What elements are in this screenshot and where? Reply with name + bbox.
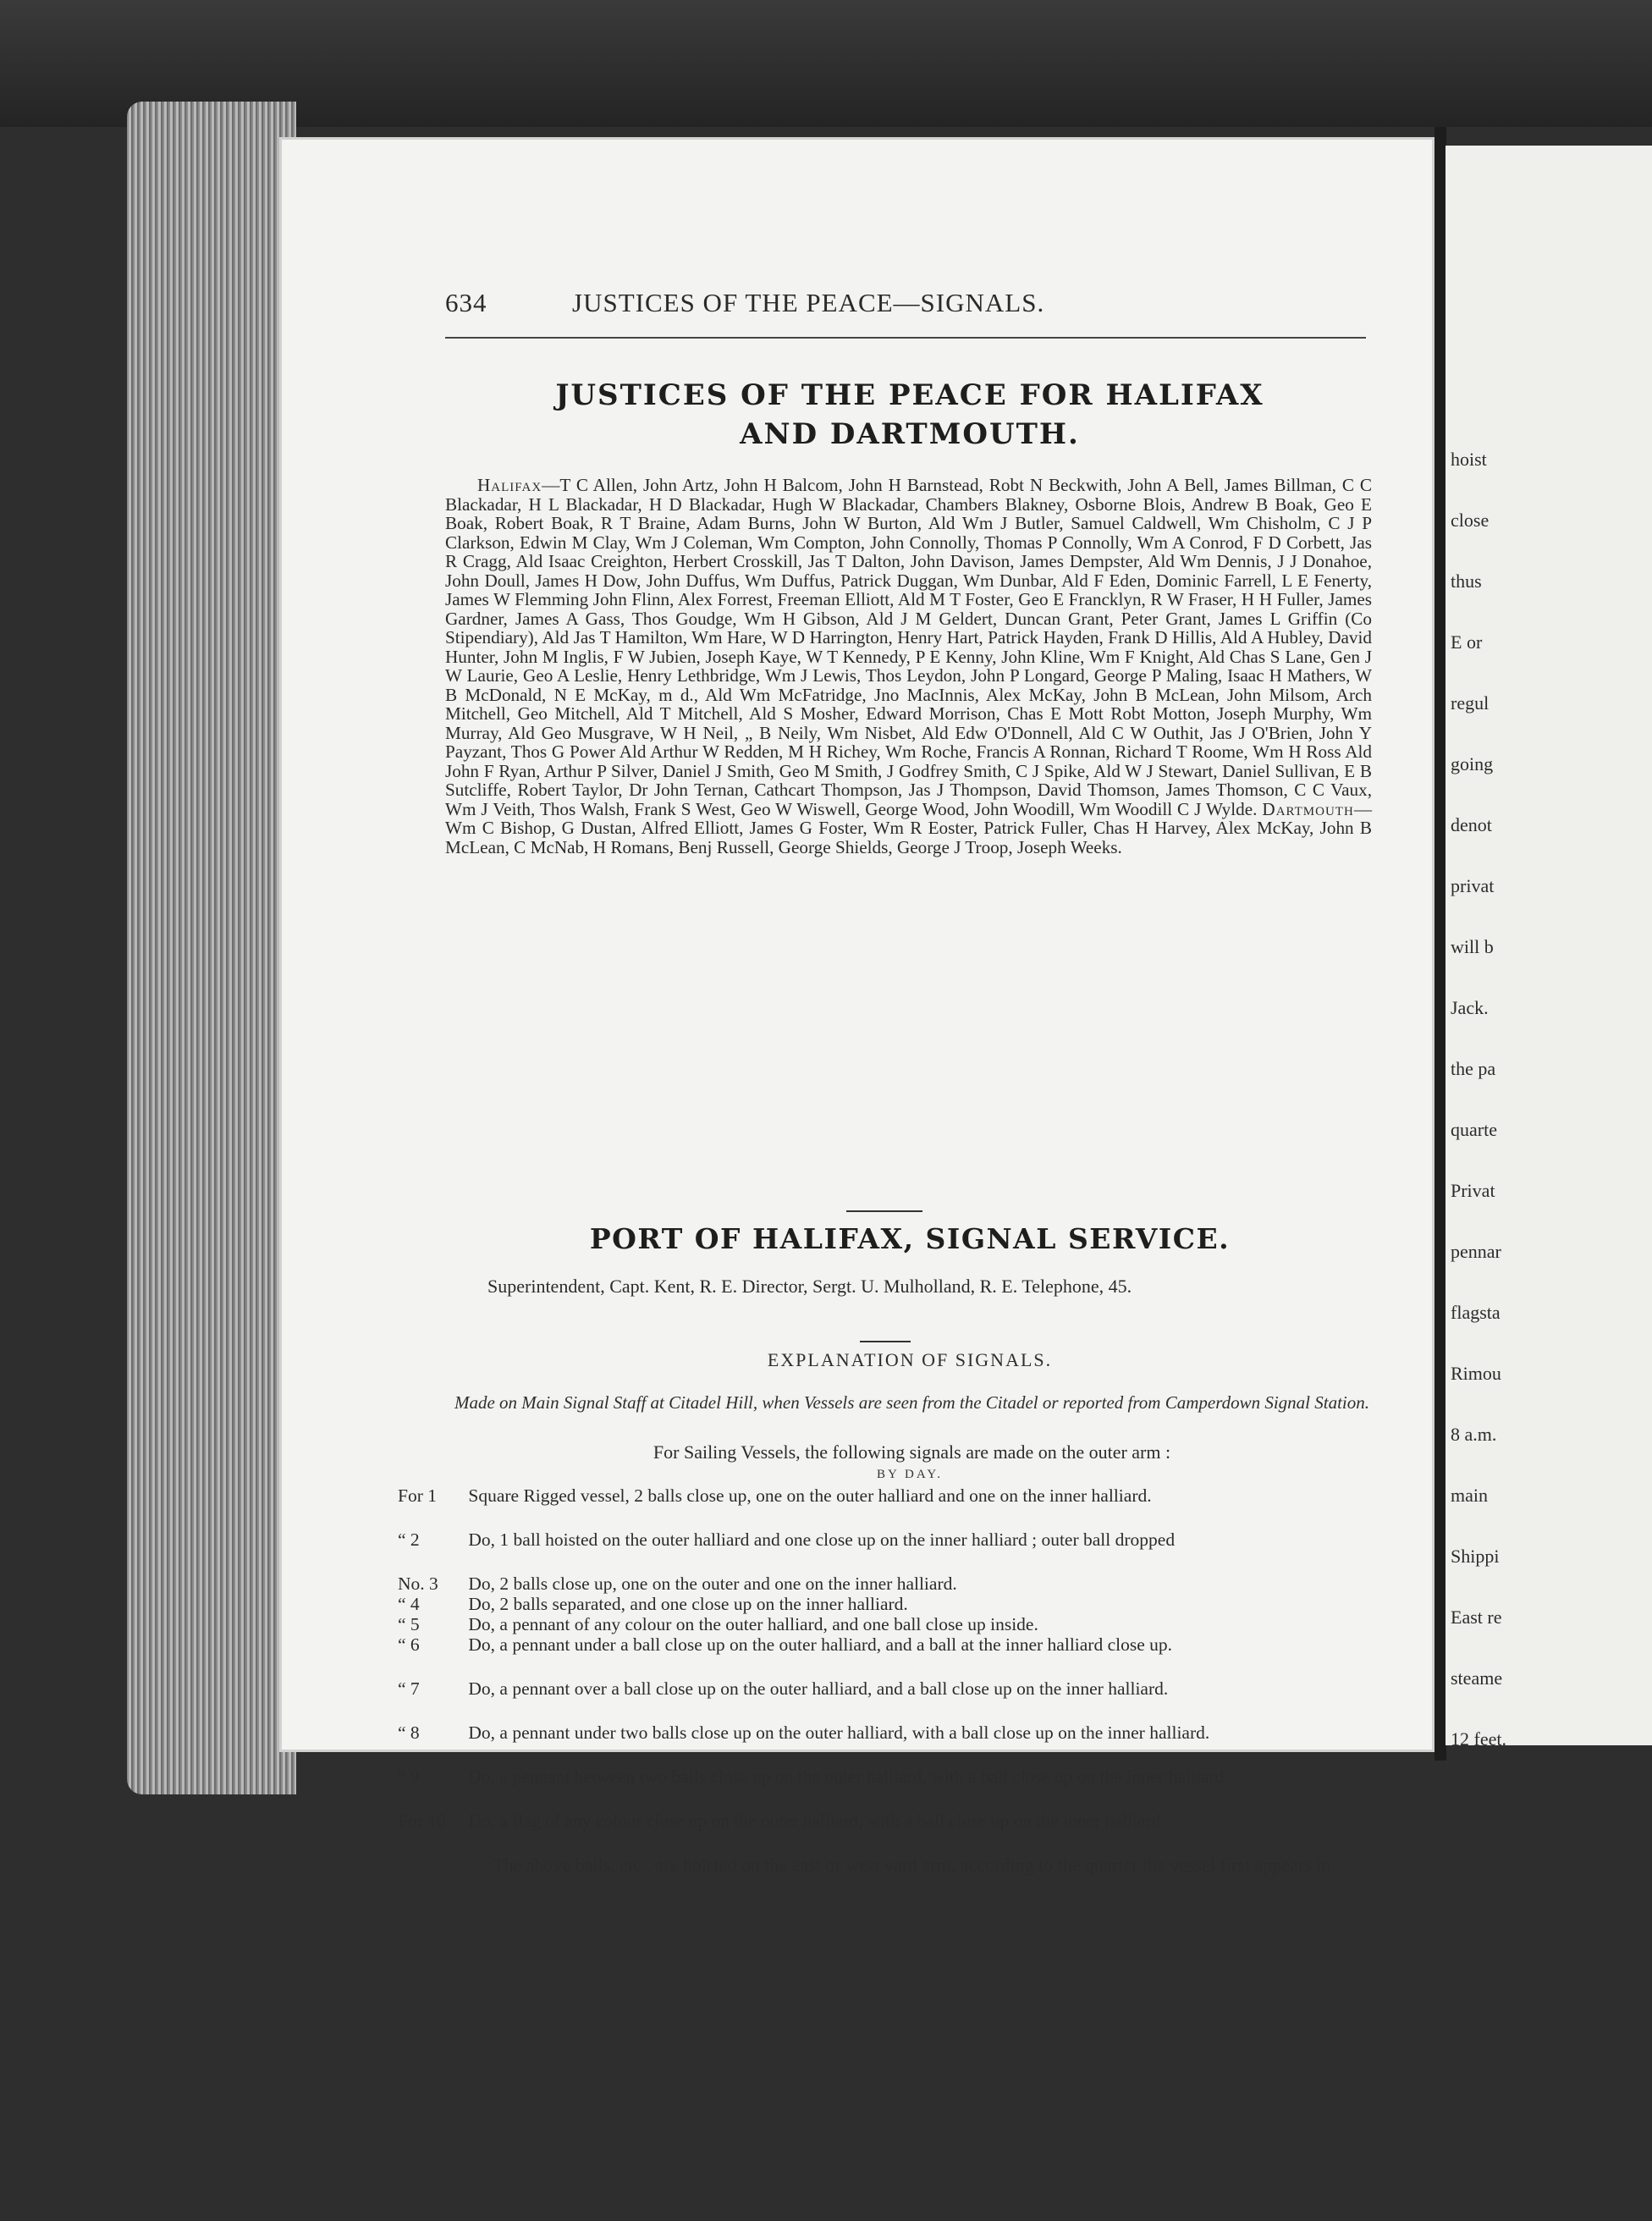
justices-heading-line2: AND DARTMOUTH.	[740, 417, 1080, 451]
facing-page-fragment: denot	[1451, 814, 1492, 835]
signal-entry: “ 8 Do, a pennant under two balls close up on the outer halliard, with a ball close up on the inner halliard.	[398, 1722, 1210, 1743]
facing-page-fragment: East re	[1451, 1607, 1502, 1628]
facing-page-fragment: main	[1451, 1485, 1488, 1506]
signal-entry: “ 6 Do, a pennant under a ball close up on the outer halliard, and a ball at the inner halliard close up.	[398, 1634, 1173, 1655]
facing-page-fragment: Jack.	[1451, 997, 1489, 1018]
facing-page-fragment: the pa	[1451, 1058, 1496, 1079]
dartmouth-label: Dartmouth	[1262, 798, 1354, 819]
halifax-names: —T C Allen, John Artz, John H Balcom, John H Barnstead, Robt N Beckwith, John A Bell, James Billman, C C Blackadar, H L Blackadar, H D Blackadar, Hugh W Blackadar, Chambers Blakney, Osborne Blois, Andrew B Boak, Geo E Boak, Robert Boak, R T Braine, Adam Burns, John W Burton, Ald Wm J Butler, Samuel Caldwell, Wm Chisholm, C J P Clarkson, Edwin M Clay, Wm J Coleman, Wm Compton, John Connolly, Thomas P Connolly, Wm A Conrod, F D Corbett, Jas R Cragg, Ald Isaac Creighton, Herbert Crosskill, Jas T Dalton, John Davison, James Dempster, Ald Wm Dennis, J J Donahoe, John Doull, James H Dow, John Duffus, Wm Duffus, Patrick Duggan, Wm Dunbar, Ald F Eden, Dominic Farrell, L E Fenerty, James W Flemming John Flinn, Alex Forrest, Freeman Elliott, Ald M T Foster, Geo E Francklyn, R W Fraser, H H Fuller, James Gardner, James A Gass, Thos Goudge, Wm H Gibson, Ald J M Geldert, Duncan Grant, Peter Grant, James L Griffin (Co Stipendiary), Ald Jas T Hamilton, Wm Hare, W D Harrington, Henry Hart, Patrick Hayden, Frank D Hillis, Ald A Hubley, David Hunter, John M Inglis, F W Jubien, Joseph Kaye, W T Kennedy, P E Kenny, John Kline, Wm F Knight, Ald Chas S Lane, Gen J W Laurie, Geo A Leslie, Henry Lethbridge, Wm J Lewis, Thos Leydon, John P Longard, George P Maling, Isaac H Mathers, W B McDonald, N E McKay, m d., Ald Wm McFatridge, Jno MacInnis, Alex McKay, John B McLean, John Milsom, Arch Mitchell, Geo Mitchell, Ald T Mitchell, Ald S Mosher, Edward Morrison, Chas E Mott Robt Motton, Joseph Murphy, Wm Murray, Ald Geo Musgrave, W H Neil, „ B Neily, Wm Nisbet, Ald Edw O'Donnell, Ald C W Outhit, Jas J O'Brien, John Y Payzant, Thos G Power Ald Arthur W Redden, M H Richey, Wm Roche, Francis A Ronnan, Richard T Roome, Wm H Ross Ald John F Ryan, Arthur P Silver, Daniel J Smith, Geo M Smith, J Godfrey Smith, C J Spike, Ald W J Stewart, Daniel Sullivan, E B Sutcliffe, Robert Taylor, Dr John Ternan, Cathcart Thompson, Jas J Thompson, David Thomson, James Thomson, C C Vaux, Wm J Veith, Thos Walsh, Frank S West, Geo W Wiswell, George Wood, John Woodill, Wm Woodill C J Wylde.	[445, 475, 1372, 819]
running-head-title: JUSTICES OF THE PEACE—SIGNALS.	[572, 288, 1045, 317]
facing-page-fragment: 8 a.m.	[1451, 1424, 1497, 1445]
halifax-label: Halifax	[477, 475, 542, 495]
signal-entry: “ 9 Do, a pennant between two balls close up on the outer halliard, with a ball close up on the inner halliard.	[398, 1766, 1229, 1787]
explanation-heading: EXPLANATION OF SIGNALS.	[767, 1349, 1053, 1370]
facing-page-fragment: thus	[1451, 570, 1482, 592]
facing-page-fragment: flagsta	[1451, 1302, 1501, 1323]
facing-page	[1446, 146, 1652, 1745]
facing-page-fragment: E or	[1451, 631, 1483, 653]
signal-text: Do, a pennant between two balls close up on the outer halliard, with a ball close up on the inner halliard.	[468, 1766, 1229, 1787]
signal-service-heading: PORT OF HALIFAX, SIGNAL SERVICE.	[589, 1222, 1231, 1255]
signal-entry: For 1 Square Rigged vessel, 2 balls close up, one on the outer halliard and one on the inner halliard.	[398, 1485, 1152, 1506]
signal-entry: “ 2 Do, 1 ball hoisted on the outer halliard and one close up on the inner halliard ; outer ball dropped	[398, 1529, 1176, 1550]
signal-entry: “ 7 Do, a pennant over a ball close up on the outer halliard, and a ball close up on the inner halliard.	[398, 1678, 1169, 1699]
section-divider	[846, 1210, 922, 1212]
running-header	[445, 288, 1368, 318]
facing-page-fragment: steame	[1451, 1667, 1503, 1689]
signal-entry: “ 5 Do, a pennant of any colour on the outer halliard, and one ball close up inside.	[398, 1614, 1038, 1634]
justices-heading	[389, 376, 1430, 454]
facing-page-fragment: close	[1451, 510, 1490, 531]
facing-page-fragment: quarte	[1451, 1119, 1497, 1140]
italic-note: Made on Main Signal Staff at Citadel Hill, when Vessels are seen from the Citadel or reported from Camperdown Signal Station.	[454, 1392, 1370, 1413]
facing-page-fragment: hoist	[1451, 449, 1487, 470]
facing-page-fragment: will b	[1451, 936, 1494, 957]
page-number: 634	[445, 288, 487, 317]
facing-page-fragment: 12 feet.	[1451, 1728, 1506, 1745]
signal-text: Do, a pennant under a ball close up on the outer halliard, and a ball at the inner halliard close up.	[468, 1634, 1173, 1655]
signal-entry: “ 4 Do, 2 balls separated, and one close up on the inner halliard.	[398, 1594, 908, 1614]
signal-text: Do, 2 balls close up, one on the outer and one on the inner halliard.	[468, 1573, 957, 1594]
facing-page-fragment: Rimou	[1451, 1363, 1501, 1384]
signal-text: Do, a pennant over a ball close up on the outer halliard, and a ball close up on the inner halliard.	[468, 1678, 1169, 1699]
signal-text: Do, a pennant under two balls close up on the outer halliard, with a ball close up on the inner halliard.	[468, 1722, 1210, 1743]
justices-heading-line1: JUSTICES OF THE PEACE FOR HALIFAX	[555, 378, 1264, 412]
book-gutter	[1434, 127, 1446, 1761]
sailing-intro: For Sailing Vessels, the following signals are made on the outer arm :	[653, 1441, 1171, 1463]
signal-text: Do, a flag of any colour close up on the outer halliard, with a ball close up on the inner halliard.	[468, 1810, 1165, 1831]
facing-page-fragment: pennar	[1451, 1241, 1501, 1262]
signal-text: Do, a pennant of any colour on the outer halliard, and one ball close up inside.	[468, 1614, 1038, 1634]
signal-text: Do, 2 balls separated, and one close up on the inner halliard.	[468, 1594, 908, 1614]
small-divider	[860, 1341, 911, 1342]
left-page	[279, 137, 1434, 1876]
facing-page-fragment: Privat	[1451, 1180, 1495, 1201]
signal-entry: For 10 Do, a flag of any colour close up on the outer halliard, with a ball close up on the inner halliard.	[398, 1810, 1165, 1831]
facing-page-fragment: going	[1451, 753, 1494, 774]
facing-page-fragment: privat	[1451, 875, 1495, 896]
staff-paragraph: Superintendent, Capt. Kent, R. E. Director, Sergt. U. Mulholland, R. E. Telephone, 45.	[487, 1276, 1132, 1297]
by-day-heading: BY DAY.	[877, 1468, 943, 1481]
dartmouth-names: —Wm C Bishop, G Dustan, Alfred Elliott, James G Foster, Wm R Eoster, Patrick Fuller, Chas H Harvey, Alex McKay, John B McLean, C McNab, H Romans, Benj Russell, George Shields, George J Troop, Joseph Weeks.	[445, 798, 1372, 857]
closing-paragraph: The above balls, etc., are hoisted on the east or west yard arm, according to the quarter the vessel first appears in.	[493, 1855, 1335, 1876]
facing-page-fragment: Shippi	[1451, 1546, 1500, 1567]
justices-list	[445, 476, 1372, 857]
signal-text: Do, 1 ball hoisted on the outer halliard and one close up on the inner halliard ; outer ball dropped	[468, 1529, 1176, 1550]
book-page-edges	[127, 102, 296, 1794]
signal-entry: No. 3 Do, 2 balls close up, one on the outer and one on the inner halliard.	[398, 1573, 957, 1594]
header-rule	[445, 337, 1366, 339]
facing-page-fragment: regul	[1451, 692, 1490, 714]
signal-text: Square Rigged vessel, 2 balls close up, one on the outer halliard and one on the inner halliard.	[468, 1485, 1152, 1506]
